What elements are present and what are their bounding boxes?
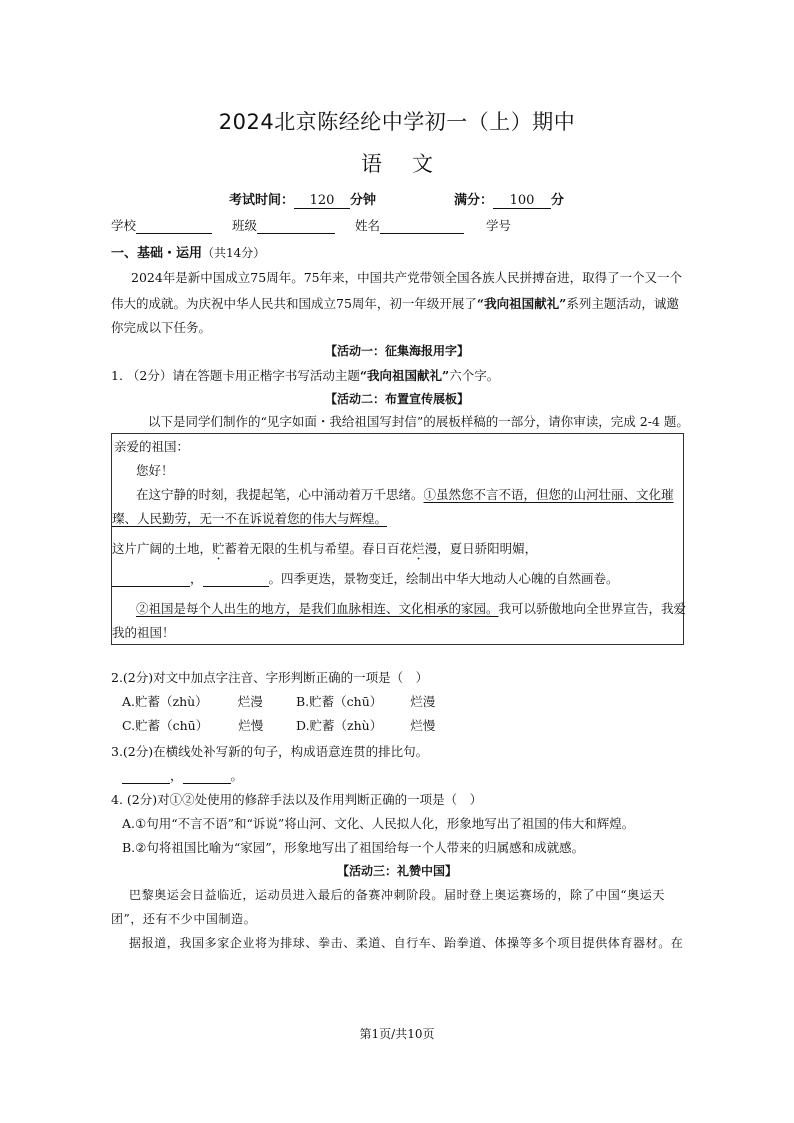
student-info-row [111,216,511,234]
letter-paragraph-2: 这片广阔的土地，贮蓄着无限的生机与希望。春日百花烂漫，夏日骄阳明媚， [112,541,538,556]
q4-option-a[interactable]: A.①句用“不言不语”和“诉说”将山河、文化、人民拟人化，形象地写出了祖国的伟大和辉煌。 [122,816,635,831]
letter-paragraph-3-cont: 我的祖国！ [112,625,175,640]
q3-answer-line: ， 。 [122,766,243,784]
school-blank[interactable] [136,219,212,234]
fill-blank-2[interactable] [203,573,269,587]
activity3-heading: 【活动三：礼赞中国】 [336,864,457,878]
section-heading: 一、基础・运用（共14分） [111,246,266,261]
letter-salutation: 亲爱的祖国： [114,439,190,454]
dotted-char-zhu: 贮 [212,541,225,556]
letter-paragraph-1-cont: 璨、人民勤劳，无一不在诉说着您的伟大与辉煌。 [112,511,388,526]
full-score: 满分： 100 分 [454,193,565,208]
sentence-2-underlined: ②祖国是每个人出生的地方，是我们血脉相连、文化相承的家园。 [136,601,499,616]
q3-blank-2[interactable] [183,770,231,784]
q3-blank-1[interactable] [122,770,170,784]
activity3-para-1-cont: 团”，还有不少中国制造。 [111,912,257,926]
sentence-1-underlined: ①虽然您不言不语，但您的山河壮丽、文化璀 [423,487,674,502]
letter-paragraph-1: 在这宁静的时刻，我提起笔，心中涌动着万千思绪。①虽然您不言不语，但您的山河壮丽、文化璀 [136,487,674,502]
question-2: 2.(2分)对文中加点字注音、字形判断正确的一项是（ ） [111,670,429,685]
fill-blank-1[interactable] [112,573,190,587]
name-blank[interactable] [380,219,464,234]
activity2-intro: 以下是同学们制作的“见字如面・我给祖国写封信”的展板样稿的一部分，请你审读，完成 2-4 题。 [148,414,689,429]
q4-option-b[interactable]: B.②句将祖国比喻为“家园”，形象地写出了祖国给每一个人带来的归属感和成就感。 [122,840,585,855]
letter-paragraph-2-cont: ， 。四季更迭，景物变迁，绘制出中华大地动人心魄的自然画卷。 [112,569,619,587]
letter-paragraph-3: ②祖国是每个人出生的地方，是我们血脉相连、文化相承的家园。我可以骄傲地向全世界宣告，我爱 [136,601,687,616]
q2-option-a[interactable]: A.贮蓄（zhù） 烂漫 [122,694,263,709]
question-1: 1. （2分）请在答题卡用正楷字书写活动主题“我向祖国献礼”六个字。 [111,368,500,383]
q2-option-d[interactable]: D.贮蓄（zhù） 烂慢 [296,718,436,733]
subject-title: 语文 [361,152,463,176]
class-label: 班级 [232,218,258,233]
school-label: 学校 [111,218,137,233]
exam-title: 2024北京陈经纶中学初一（上）期中 [218,110,576,134]
q2-option-b[interactable]: B.贮蓄（chū） 烂漫 [296,694,436,709]
q2-option-c[interactable]: C.贮蓄（chū） 烂慢 [122,718,264,733]
number-label: 学号 [486,218,512,233]
exam-time: 考试时间： 120 分钟 [229,193,377,208]
letter-greeting: 您好！ [136,463,174,478]
exam-time-value: 120 [294,193,350,209]
activity1-heading: 【活动一：征集海报用字】 [324,344,469,358]
intro-line-1: 2024年是新中国成立75周年。75年来，中国共产党带领全国各族人民拼搏奋进，取得了一个又一个 [131,270,683,285]
intro-line-2: 伟大的成就。为庆祝中华人民共和国成立75周年，初一年级开展了“我向祖国献礼”系列主题活动，诚邀 [111,296,679,311]
activity3-para-1: 巴黎奥运会日益临近，运动员进入最后的备赛冲刺阶段。届时登上奥运赛场的，除了中国“奥运天 [129,888,665,902]
class-blank[interactable] [257,219,335,234]
activity3-para-2: 据报道，我国多家企业将为排球、拳击、柔道、自行车、跆拳道、体操等多个项目提供体育器材。在 [129,936,684,950]
activity2-heading: 【活动二：布置宣传展板】 [324,392,469,406]
name-label: 姓名 [355,218,381,233]
full-score-value: 100 [493,193,551,209]
question-3: 3.(2分)在横线处补写新的句子，构成语意连贯的排比句。 [111,744,429,759]
intro-line-3: 你完成以下任务。 [111,320,212,335]
page-number: 第1页/共10页 [359,1027,435,1041]
dotted-char-lan: 烂 [412,541,425,556]
question-4: 4. (2分)对①②处使用的修辞手法以及作用判断正确的一项是（ ） [111,792,483,807]
